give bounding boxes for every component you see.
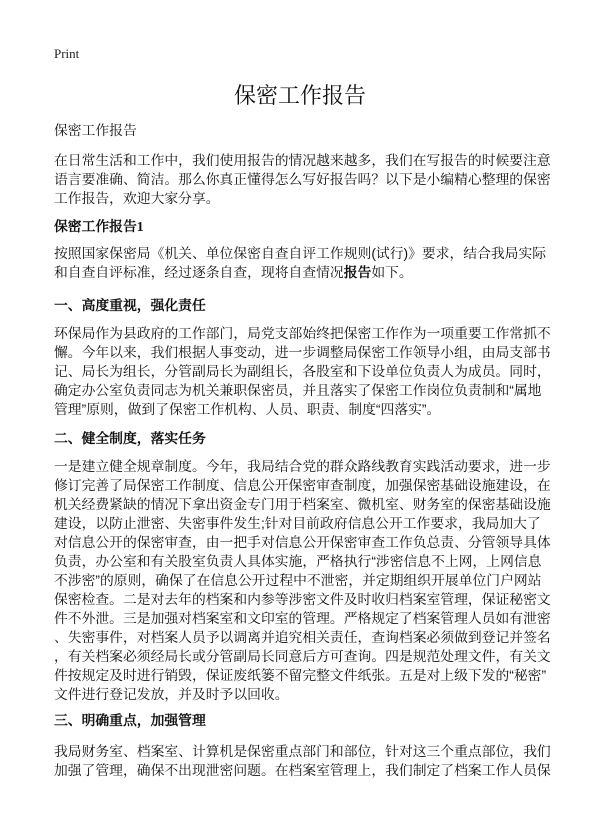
intro-paragraph: 在日常生活和工作中，我们使用报告的情况越来越多，我们在写报告的时候要注意 语言要准确、简洁。那么你真正懂得怎么写好报告吗？以下是小编精心整理的保密 工作报告，欢迎大家分享。: [54, 153, 551, 206]
heading-1: 一、高度重视，强化责任: [54, 298, 206, 313]
paragraph-1-text: 按照国家保密局《机关、单位保密自查自评工作规则(试行)》要求，结合我局实际 和自查自评标准，经过逐条自查，现将自查情况: [54, 246, 547, 280]
paragraph-1-bold: 报告: [343, 265, 372, 280]
paragraph-1: [54, 244, 554, 282]
paragraph-heading-3: 我局财务室、档案室、计算机是保密重点部门和部位，针对这三个重点部位，我们 加强了管理，确保不出现泄密问题。在档案室管理上，我们制定了档案工作人员保: [54, 744, 551, 778]
heading-2: 二、健全制度，落实任务: [54, 431, 206, 446]
page-title: 保密工作报告: [233, 83, 366, 108]
subtitle: 保密工作报告: [54, 123, 137, 138]
paragraph-heading-2: 一是建立健全规章制度。今年，我局结合党的群众路线教育实践活动要求，进一步 修订完善了局保密工作制度、信息公开保密审查制度，加强保密基础设施建设，在 机关经费紧缺的情况下拿出资金专门用于档案室、微机室、财务室的保密基础设施 建设，以防止泄密、失密事件发生;针对目前政府信息公开工作要求，我局加大了 对信息公开的保密审查，由一把手对信息公开保密审查工作负总责、分管领导具体 负责，办公室和有关股室负责人具体实施，严格执行“涉密信息不上网，上网信息 不涉密”的原则，确保了在信息公开过程中不泄密，并定期组织开展单位门户网站 保密检查。二是对去年的档案和内参等涉密文件及时收归档案室管理，保证秘密文 件不外泄。三是加强对档案室和文印室的管理。严格规定了档案管理人员如有泄密 、失密事件，对档案人员予以调离并追究相关责任，查询档案必须做到登记并签名 ，有关档案必须经局长或分管副局长同意后方可查询。四是规范处理文件，有关文 件按规定及时进行销毁，保证废纸篓不留完整文件纸张。五是对上级下发的“秘密” 文件进行登记发放，并及时予以回收。: [54, 459, 551, 702]
print-link[interactable]: Print: [54, 46, 80, 61]
paragraph-1-end: 如下。: [371, 265, 413, 280]
heading-3: 三、明确重点，加强管理: [54, 713, 206, 728]
section-title: 保密工作报告1: [54, 219, 144, 234]
paragraph-heading-1: 环保局作为县政府的工作部门，局党支部始终把保密工作作为一项重要工作常抓不 懈。今年以来，我们根据人事变动，进一步调整局保密工作领导小组，由局支部书 记、局长为组长，分管副局长为副组长，各股室和下设单位负责人为成员。同时， 确定办公室负责同志为机关兼职保密员，并且落实了保密工作岗位负责制和“属地 管理”原则，做到了保密工作机构、人员、职责、制度“四落实”。: [54, 326, 551, 417]
